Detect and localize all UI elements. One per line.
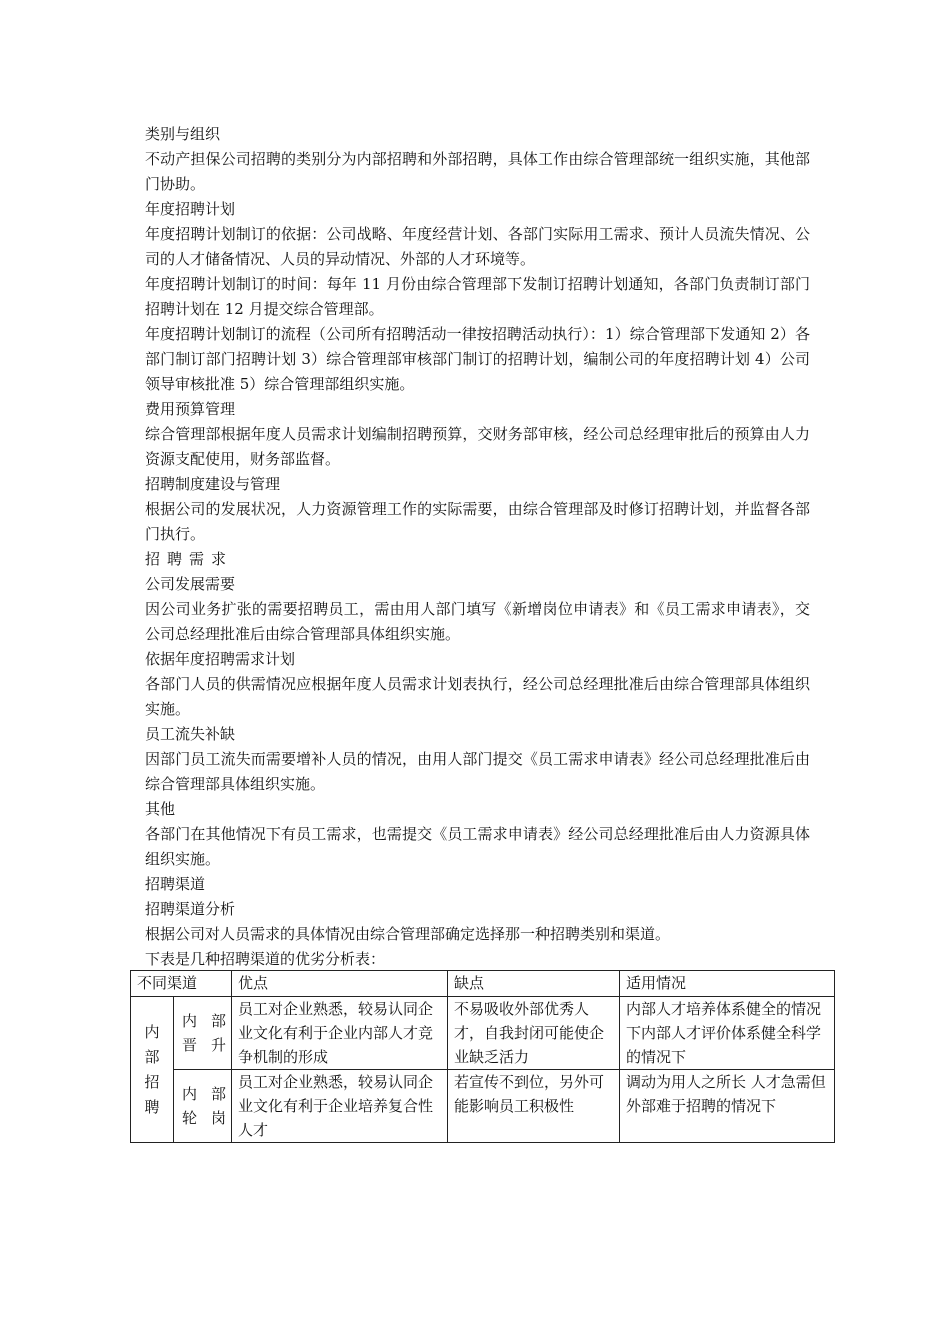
table-cell-channel: [174, 997, 232, 1070]
paragraph-company-development: 因公司业务扩张的需要招聘员工，需由用人部门填写《新增岗位申请表》和《员工需求申请表》，交公司总经理批准后由综合管理部具体组织实施。: [145, 600, 810, 643]
heading-budget: 费用预算管理: [145, 400, 236, 418]
paragraph-plan-time: 年度招聘计划制订的时间：每年 11 月份由综合管理部下发制订招聘计划通知，各部门负责制订部门招聘计划在 12 月提交综合管理部。: [145, 275, 810, 318]
document-body: [145, 122, 810, 972]
paragraph-annual-demand-plan: 各部门人员的供需情况应根据年度人员需求计划表执行，经公司总经理批准后由综合管理部具体组织实施。: [145, 675, 810, 718]
table-cell-suitable: 调动为用人之所长 人才急需但外部难于招聘的情况下: [620, 1070, 835, 1143]
channel-analysis-table: [130, 970, 835, 1143]
table-header-suitable: 适用情况: [620, 971, 835, 997]
table-cell-cons: 若宣传不到位，另外可能影响员工积极性: [448, 1070, 620, 1143]
table-cell-channel: [174, 1070, 232, 1143]
heading-other: 其他: [145, 800, 176, 818]
paragraph-category-organization: 不动产担保公司招聘的类别分为内部招聘和外部招聘，具体工作由综合管理部统一组织实施，其他部门协助。: [145, 150, 810, 193]
table-cell-category: [131, 997, 174, 1143]
heading-company-development: 公司发展需要: [145, 575, 236, 593]
paragraph-table-intro: 下表是几种招聘渠道的优劣分析表：: [145, 950, 386, 968]
table-header-channel: 不同渠道: [131, 971, 232, 997]
channel-label: 内部轮岗: [182, 1085, 226, 1127]
table-cell-pros: 员工对企业熟悉，较易认同企业文化有利于企业内部人才竞争机制的形成: [232, 997, 448, 1070]
heading-system-management: 招聘制度建设与管理: [145, 475, 281, 493]
paragraph-plan-process: 年度招聘计划制订的流程（公司所有招聘活动一律按招聘活动执行）：1）综合管理部下发通知 2）各部门制订部门招聘计划 3）综合管理部审核部门制订的招聘计划，编制公司的年度招聘计划 4）公司领导审核批准 5）综合管理部组织实施。: [145, 325, 810, 393]
paragraph-staff-turnover: 因部门员工流失而需要增补人员的情况，由用人部门提交《员工需求申请表》经公司总经理批准后由综合管理部具体组织实施。: [145, 750, 810, 793]
heading-annual-plan: 年度招聘计划: [145, 200, 236, 218]
heading-category-organization: 类别与组织: [145, 125, 221, 143]
category-label: 内部招聘: [144, 1022, 160, 1116]
table-header-pros: 优点: [232, 971, 448, 997]
heading-recruitment-demand: 招聘需求: [145, 550, 234, 568]
table-header-row: [131, 971, 835, 997]
paragraph-plan-basis: 年度招聘计划制订的依据：公司战略、年度经营计划、各部门实际用工需求、预计人员流失情况、公司的人才储备情况、人员的异动情况、外部的人才环境等。: [145, 225, 810, 268]
table-row: [131, 1070, 835, 1143]
heading-channel-analysis: 招聘渠道分析: [145, 900, 236, 918]
channel-analysis-table-wrapper: [130, 970, 834, 1143]
table-row: [131, 997, 835, 1070]
table-cell-cons: 不易吸收外部优秀人才，自我封闭可能使企业缺乏活力: [448, 997, 620, 1070]
heading-staff-turnover: 员工流失补缺: [145, 725, 236, 743]
table-header-cons: 缺点: [448, 971, 620, 997]
paragraph-budget: 综合管理部根据年度人员需求计划编制招聘预算，交财务部审核，经公司总经理审批后的预算由人力资源支配使用，财务部监督。: [145, 425, 810, 468]
table-cell-suitable: 内部人才培养体系健全的情况下内部人才评价体系健全科学的情况下: [620, 997, 835, 1070]
heading-recruitment-channels: 招聘渠道: [145, 875, 206, 893]
heading-annual-demand-plan: 依据年度招聘需求计划: [145, 650, 296, 668]
paragraph-channel-analysis: 根据公司对人员需求的具体情况由综合管理部确定选择那一种招聘类别和渠道。: [145, 925, 671, 943]
table-cell-pros: 员工对企业熟悉，较易认同企业文化有利于企业培养复合性人才: [232, 1070, 448, 1143]
paragraph-system-management: 根据公司的发展状况，人力资源管理工作的实际需要，由综合管理部及时修订招聘计划，并监督各部门执行。: [145, 500, 810, 543]
paragraph-other: 各部门在其他情况下有员工需求，也需提交《员工需求申请表》经公司总经理批准后由人力资源具体组织实施。: [145, 825, 810, 868]
channel-label: 内部晋升: [182, 1012, 226, 1054]
